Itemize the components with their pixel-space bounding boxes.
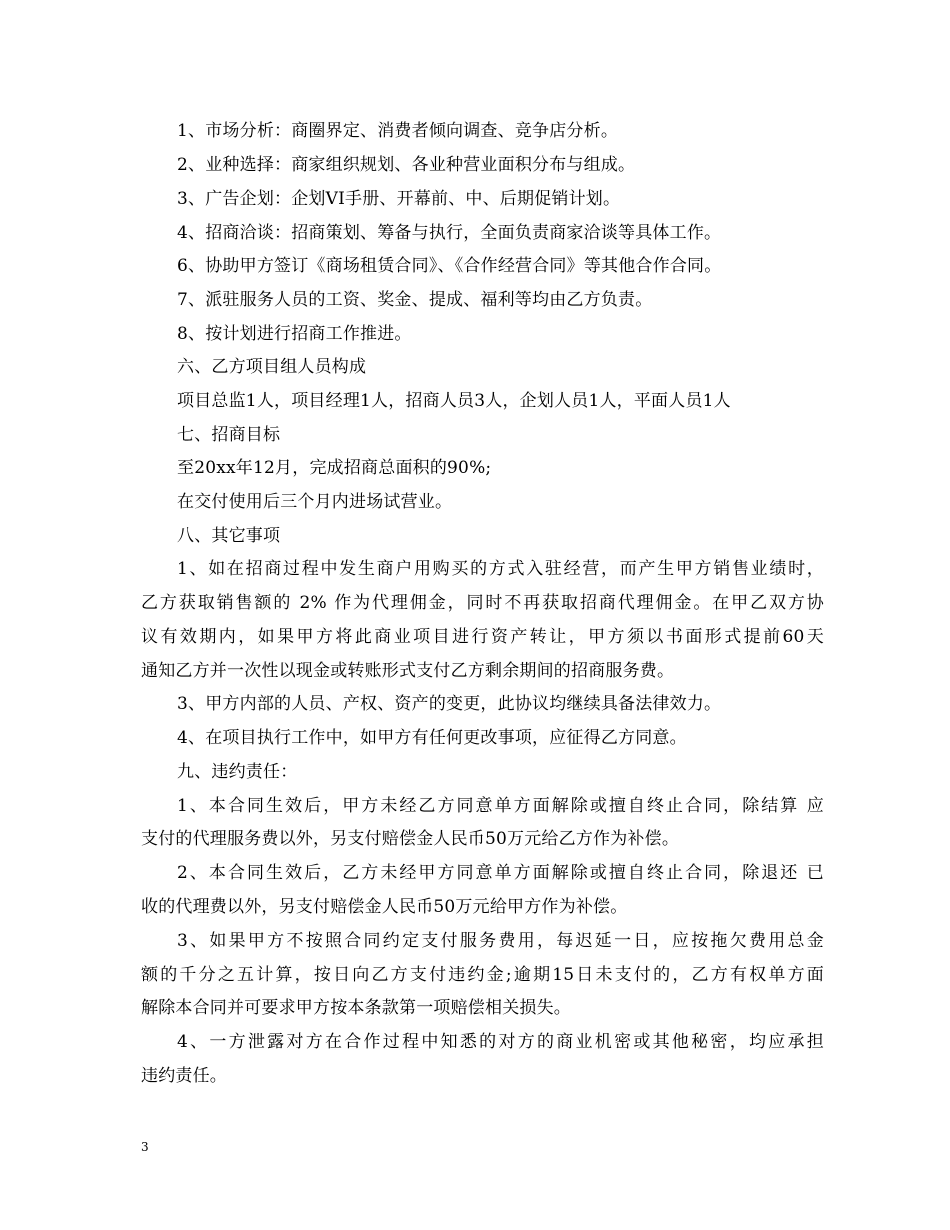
- page-number: 3: [141, 1140, 149, 1154]
- text-line: 在交付使用后三个月内进场试营业。: [177, 492, 453, 512]
- text-line: 违约责任。: [141, 1066, 227, 1086]
- text-line: 4、招商洽谈：招商策划、筹备与执行，全面负责商家洽谈等具体工作。: [177, 223, 722, 243]
- section-heading: 八、其它事项: [177, 526, 281, 546]
- text-line: 6、协助甲方签订《商场租赁合同》、《合作经营合同》等其他合作合同。: [177, 256, 722, 276]
- text-line: 支付的代理服务费以外，另支付赔偿金人民币50万元给乙方作为补偿。: [141, 829, 680, 849]
- text-line: 额的千分之五计算，按日向乙方支付违约金;逾期15日未支付的，乙方有权单方面: [141, 965, 824, 985]
- text-line: 4、在项目执行工作中，如甲方有任何更改事项，应征得乙方同意。: [177, 728, 687, 748]
- text-line: 收的代理费以外，另支付赔偿金人民币50万元给甲方作为补偿。: [141, 897, 628, 917]
- text-line: 至20xx年12月，完成招商总面积的90%;: [177, 458, 492, 478]
- text-line: 3、广告企划：企划VI手册、开幕前、中、后期促销计划。: [177, 189, 621, 209]
- text-line: 7、派驻服务人员的工资、奖金、提成、福利等均由乙方负责。: [177, 290, 653, 310]
- text-line: 项目总监1人，项目经理1人，招商人员3人，企划人员1人，平面人员1人: [177, 391, 731, 411]
- section-heading: 七、招商目标: [177, 425, 281, 445]
- text-line: 1、如在招商过程中发生商户用购买的方式入驻经营，而产生甲方销售业绩时，: [177, 559, 824, 579]
- section-heading: 九、违约责任：: [177, 762, 298, 782]
- text-line: 通知乙方并一次性以现金或转账形式支付乙方剩余期间的招商服务费。: [141, 661, 675, 681]
- text-line: 3、如果甲方不按照合同约定支付服务费用，每迟延一日，应按拖欠费用总金: [177, 931, 824, 951]
- text-line: 4、一方泄露对方在合作过程中知悉的对方的商业机密或其他秘密，均应承担: [177, 1032, 824, 1052]
- text-line: 1、市场分析：商圈界定、消费者倾向调查、竞争店分析。: [177, 121, 619, 141]
- text-line: 3、甲方内部的人员、产权、资产的变更，此协议均继续具备法律效力。: [177, 694, 722, 714]
- text-line: 2、业种选择：商家组织规划、各业种营业面积分布与组成。: [177, 155, 636, 175]
- text-line: 8、按计划进行招商工作推进。: [177, 324, 412, 344]
- section-heading: 六、乙方项目组人员构成: [177, 357, 367, 377]
- text-line: 2、本合同生效后，乙方未经甲方同意单方面解除或擅自终止合同，除退还 已: [177, 863, 824, 883]
- text-line: 解除本合同并可要求甲方按本条款第一项赔偿相关损失。: [141, 998, 571, 1018]
- text-line: 议有效期内，如果甲方将此商业项目进行资产转让，甲方须以书面形式提前60天: [141, 627, 824, 647]
- text-line: 1、本合同生效后，甲方未经乙方同意单方面解除或擅自终止合同，除结算 应: [177, 796, 824, 816]
- text-line: 乙方获取销售额的 2% 作为代理佣金，同时不再获取招商代理佣金。在甲乙双方协: [141, 593, 824, 613]
